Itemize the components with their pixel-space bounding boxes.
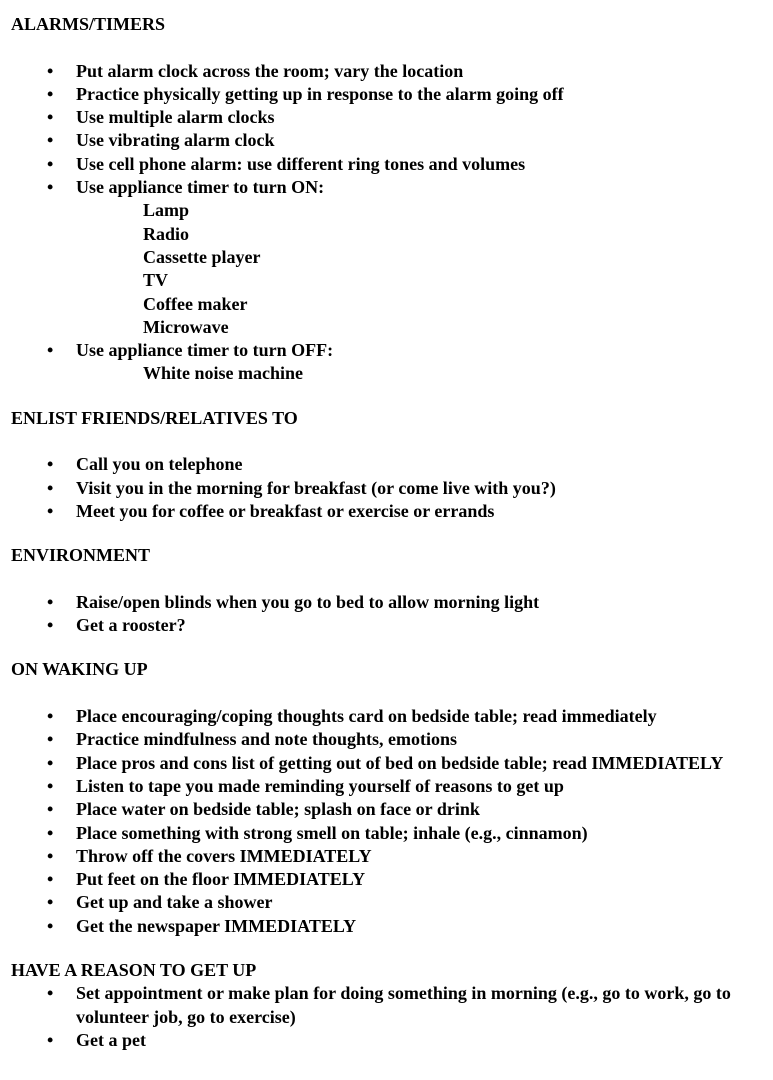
list-item-text: Call you on telephone [76, 454, 243, 475]
list-item [11, 339, 760, 362]
sub-list-item-text: White noise machine [143, 363, 303, 384]
section-heading: ENLIST FRIENDS/RELATIVES TO [11, 407, 298, 428]
list-item [11, 591, 760, 614]
list-item [11, 477, 760, 500]
list-item-text: Throw off the covers IMMEDIATELY [76, 845, 372, 866]
sub-list-item [11, 199, 760, 222]
bullet-marker-icon: • [47, 477, 54, 498]
list-item-text: Raise/open blinds when you go to bed to allow morning light [76, 591, 540, 612]
bullet-marker-icon: • [47, 615, 54, 636]
list-item [11, 845, 760, 868]
list-item-text: Use appliance timer to turn ON: [76, 177, 325, 198]
list-item [11, 106, 760, 129]
list-item-text: Place water on bedside table; splash on face or drink [76, 799, 480, 820]
list-item [11, 83, 760, 106]
bullet-marker-icon: • [47, 1029, 54, 1050]
bullet-marker-icon: • [47, 340, 54, 361]
list-item-text: Place encouraging/coping thoughts card on bedside table; read immediately [76, 706, 657, 727]
list-item-text: Use cell phone alarm: use different ring tones and volumes [76, 153, 526, 174]
list-item-text: Use multiple alarm clocks [76, 107, 275, 128]
bullet-list [11, 982, 760, 1052]
list-item [11, 1029, 760, 1052]
bullet-marker-icon: • [47, 177, 54, 198]
section [11, 13, 760, 386]
list-item [11, 775, 760, 798]
list-item-text: Visit you in the morning for breakfast (or come live with you?) [76, 477, 556, 498]
list-item [11, 705, 760, 728]
list-item-text: Get up and take a shower [76, 892, 273, 913]
sub-list-item-text: Cassette player [143, 246, 261, 267]
list-item-text: Use appliance timer to turn OFF: [76, 340, 334, 361]
list-item [11, 798, 760, 821]
section [11, 658, 760, 938]
list-item [11, 129, 760, 152]
sub-list-item [11, 362, 760, 385]
bullet-marker-icon: • [47, 500, 54, 521]
list-item [11, 868, 760, 891]
sub-list-item-text: Lamp [143, 200, 190, 221]
list-item-text: Place pros and cons list of getting out of bed on bedside table; read IMMEDIATELY [76, 752, 724, 773]
list-item [11, 915, 760, 938]
list-item [11, 153, 760, 176]
bullet-marker-icon: • [47, 915, 54, 936]
sub-list-item [11, 269, 760, 292]
bullet-marker-icon: • [47, 752, 54, 773]
list-item [11, 60, 760, 83]
bullet-list [11, 705, 760, 938]
list-item-text: Get a pet [76, 1029, 146, 1050]
list-item-text: Meet you for coffee or breakfast or exercise or errands [76, 500, 495, 521]
bullet-marker-icon: • [47, 60, 54, 81]
bullet-marker-icon: • [47, 845, 54, 866]
list-item-text: Set appointment or make plan for doing something in morning (e.g., go to work, go to volunteer job, go to exercise) [76, 983, 731, 1027]
bullet-marker-icon: • [47, 107, 54, 128]
list-item-text: Get the newspaper IMMEDIATELY [76, 915, 357, 936]
sub-list-item-text: Microwave [143, 316, 229, 337]
list-item [11, 453, 760, 476]
section [11, 959, 760, 1052]
list-item [11, 982, 760, 1029]
section-heading: ENVIRONMENT [11, 545, 151, 566]
bullet-marker-icon: • [47, 153, 54, 174]
sub-list-item-text: TV [143, 270, 169, 291]
list-item [11, 752, 760, 775]
list-item-text: Use vibrating alarm clock [76, 130, 275, 151]
sub-list-item [11, 293, 760, 316]
bullet-marker-icon: • [47, 869, 54, 890]
bullet-marker-icon: • [47, 454, 54, 475]
bullet-marker-icon: • [47, 892, 54, 913]
list-item [11, 614, 760, 637]
section-heading: HAVE A REASON TO GET UP [11, 959, 257, 980]
list-item-text: Get a rooster? [76, 615, 186, 636]
list-item-text: Practice mindfulness and note thoughts, emotions [76, 729, 458, 750]
bullet-list [11, 453, 760, 523]
bullet-marker-icon: • [47, 706, 54, 727]
section [11, 544, 760, 637]
list-item-text: Put alarm clock across the room; vary the location [76, 60, 464, 81]
sub-list-item [11, 246, 760, 269]
sub-list-item [11, 223, 760, 246]
list-item-text: Practice physically getting up in response to the alarm going off [76, 83, 564, 104]
bullet-marker-icon: • [47, 130, 54, 151]
bullet-marker-icon: • [47, 799, 54, 820]
list-item-text: Put feet on the floor IMMEDIATELY [76, 869, 366, 890]
list-item [11, 891, 760, 914]
bullet-list [11, 591, 760, 638]
section-heading: ALARMS/TIMERS [11, 14, 166, 34]
sub-list-item-text: Radio [143, 223, 190, 244]
list-item [11, 500, 760, 523]
section-heading: ON WAKING UP [11, 659, 148, 680]
sub-list-item-text: Coffee maker [143, 293, 248, 314]
list-item-text: Place something with strong smell on table; inhale (e.g., cinnamon) [76, 822, 588, 843]
list-item [11, 822, 760, 845]
bullet-marker-icon: • [47, 591, 54, 612]
list-item-text: Listen to tape you made reminding yourself of reasons to get up [76, 775, 564, 796]
bullet-marker-icon: • [47, 775, 54, 796]
bullet-marker-icon: • [47, 83, 54, 104]
bullet-marker-icon: • [47, 983, 54, 1004]
bullet-marker-icon: • [47, 729, 54, 750]
list-item [11, 728, 760, 751]
sub-list-item [11, 316, 760, 339]
bullet-marker-icon: • [47, 822, 54, 843]
list-item [11, 176, 760, 199]
section [11, 407, 760, 523]
bullet-list [11, 60, 760, 386]
